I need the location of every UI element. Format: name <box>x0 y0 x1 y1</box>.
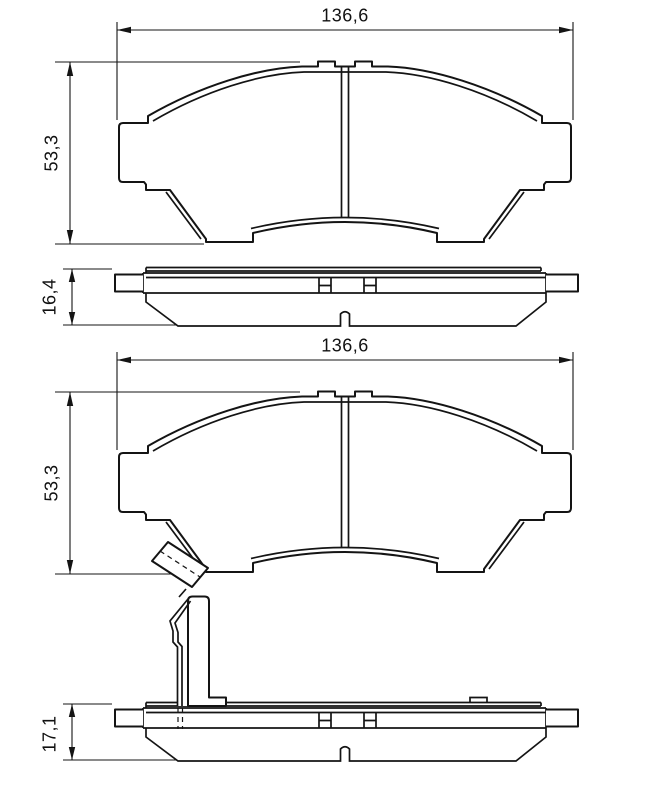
pad-front-view-upper <box>55 22 573 244</box>
dimension-label-thickness-upper: 16,4 <box>39 278 60 316</box>
dimension-label-thickness-lower: 17,1 <box>39 715 60 753</box>
wear-indicator-tip <box>179 589 186 597</box>
clip-body <box>188 597 226 707</box>
clip-hidden-legs <box>178 708 183 729</box>
dimension-label-height-lower: 53,3 <box>41 464 62 502</box>
dimension-label-width-upper: 136,6 <box>321 5 369 26</box>
wear-sensor-clip <box>170 597 226 730</box>
pad-front-view-lower <box>55 352 573 597</box>
pad-edge-view-upper <box>63 268 578 327</box>
pad-edge-view-lower <box>63 597 578 762</box>
dimension-label-height-upper: 53,3 <box>41 134 62 172</box>
clip-spring-fill <box>170 599 188 706</box>
dimension-label-width-lower: 136,6 <box>321 335 369 356</box>
